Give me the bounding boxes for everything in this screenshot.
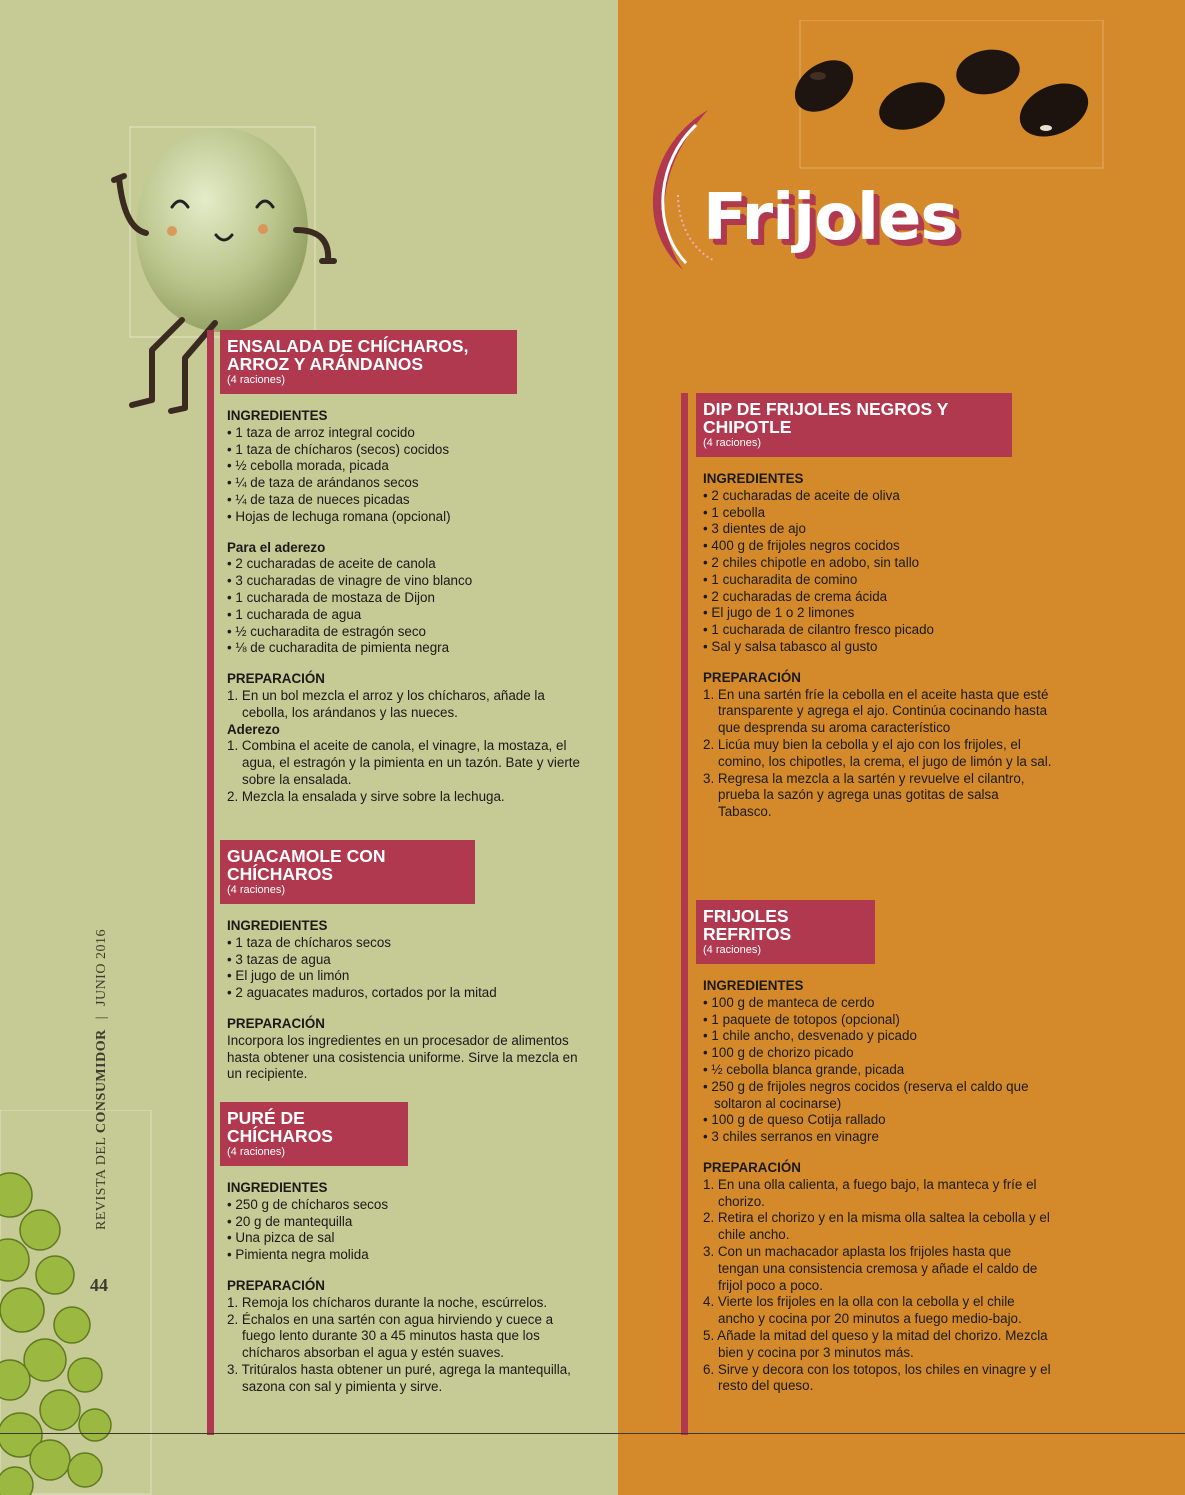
ingredients-list [227, 425, 587, 526]
black-beans-illustration [760, 20, 1105, 170]
list-item: 6. Sirve y decora con los totopos, los chiles en vinagre y el resto del queso. [703, 1361, 1051, 1394]
preparation-heading: PREPARACIÓN [227, 671, 325, 687]
issue-date: JUNIO 2016 [94, 929, 109, 1006]
page-title: Frijoles [703, 181, 958, 255]
list-item: • ¼ de taza de arándanos secos [227, 475, 419, 491]
list-item: 2. Échalos en una sartén con agua hirviendo y cuece a fuego lento durante 30 a 45 minutos hasta que los chícharos absorban el agua y estén suaves. [227, 1311, 554, 1361]
list-item: • 2 cucharadas de crema ácida [703, 588, 888, 604]
list-item: 1. En una sartén fríe la cebolla en el aceite hasta que esté transparente y agrega el ajo. Continúa cocinando hasta que desprenda su aroma característico [703, 686, 1049, 736]
ingredients-heading: INGREDIENTES [227, 408, 328, 423]
recipe-title-box [220, 840, 475, 904]
list-item: • 1 cucharada de agua [227, 606, 362, 622]
recipe-dip [703, 393, 1053, 821]
magazine-brand: CONSUMIDOR [94, 1029, 109, 1134]
page-number: 44 [90, 1275, 108, 1295]
ingredients-heading: INGREDIENTES [227, 918, 328, 933]
preparation-steps [703, 687, 1053, 821]
magazine-name: REVISTA DEL [94, 1137, 109, 1230]
preparation-heading: PREPARACIÓN [227, 1015, 325, 1031]
recipe-servings: (4 raciones) [227, 884, 286, 896]
recipe-title: FRIJOLES REFRITOS [703, 906, 792, 944]
list-item: • 1 taza de arroz integral cocido [227, 424, 415, 440]
list-item: • Sal y salsa tabasco al gusto [703, 638, 878, 654]
ingredients-heading: INGREDIENTES [227, 1180, 328, 1195]
recipe-title-box [696, 393, 1012, 457]
recipe-refritos [703, 900, 1053, 1395]
list-item: • 3 chiles serranos en vinagre [703, 1129, 879, 1145]
dressing-prep-steps [227, 738, 587, 805]
preparation-text: Incorpora los ingredientes en un procesador de alimentos hasta obtener una cosistencia uniforme. Sirve la mezcla en un recipiente. [227, 1032, 578, 1082]
recipe-title: ENSALADA DE CHÍCHAROS, ARROZ Y ARÁNDANOS [227, 336, 469, 374]
green-peas-decoration [0, 1110, 152, 1495]
recipe-title: GUACAMOLE CON CHÍCHAROS [227, 846, 386, 884]
recipe-guacamole [227, 840, 587, 1083]
list-item: • 1 chile ancho, desvenado y picado [703, 1028, 917, 1044]
preparation-steps [227, 688, 587, 722]
preparation-steps [703, 1177, 1053, 1395]
recipe-ensalada [227, 330, 587, 806]
right-column-accent-bar [681, 393, 688, 1435]
list-item: • Pimienta negra molida [227, 1247, 369, 1263]
list-item: 2. Mezcla la ensalada y sirve sobre la lechuga. [227, 788, 505, 804]
ingredients-list [703, 488, 1053, 656]
ingredients-list [703, 995, 1053, 1146]
list-item: • 1 taza de chícharos secos [227, 934, 391, 950]
list-item: • 2 cucharadas de aceite de oliva [703, 487, 900, 503]
list-item: • Hojas de lechuga romana (opcional) [227, 508, 451, 524]
preparation-steps [227, 1295, 587, 1396]
list-item: • 1 taza de chícharos (secos) cocidos [227, 441, 450, 457]
list-item: 1. Remoja los chícharos durante la noche, escúrrelos. [227, 1294, 548, 1310]
list-item: 1. En un bol mezcla el arroz y los chícharos, añade la cebolla, los arándanos y las nueces. [227, 687, 545, 720]
list-item: 3. Tritúralos hasta obtener un puré, agrega la mantequilla, sazona con sal y pimienta y sirve. [227, 1361, 571, 1394]
preparation-heading: PREPARACIÓN [703, 669, 801, 685]
list-item: • 400 g de frijoles negros cocidos [703, 538, 900, 554]
list-item: • El jugo de un limón [227, 968, 350, 984]
recipe-title-box [696, 900, 875, 964]
recipe-servings: (4 raciones) [703, 437, 762, 449]
list-item: 3. Con un machacador aplasta los frijoles hasta que tengan una consistencia cremosa y añade el caldo de frijol poco a poco. [703, 1243, 1038, 1293]
list-item: 4. Vierte los frijoles en la olla con la cebolla y el chile ancho y cocina por 20 minutos a fuego medio-bajo. [703, 1294, 1022, 1327]
list-item: • 3 cucharadas de vinagre de vino blanco [227, 573, 473, 589]
recipe-servings: (4 raciones) [227, 1146, 286, 1158]
recipe-title: PURÉ DE CHÍCHAROS [227, 1108, 333, 1146]
ingredients-list [227, 935, 587, 1002]
list-item: • 250 g de frijoles negros cocidos (reserva el caldo que soltaron al cocinarse) [703, 1078, 1029, 1111]
ingredients-list [227, 1197, 587, 1264]
ingredients-heading: INGREDIENTES [703, 978, 804, 993]
list-item: 1. En una olla calienta, a fuego bajo, la manteca y fríe el chorizo. [703, 1176, 1037, 1209]
bottom-rule [0, 1433, 1185, 1434]
magazine-running-head: REVISTA DEL CONSUMIDOR | JUNIO 2016 [94, 929, 109, 1230]
list-item: • ½ cebolla morada, picada [227, 458, 389, 474]
recipe-title: DIP DE FRIJOLES NEGROS Y CHIPOTLE [703, 399, 949, 437]
recipe-title-box [220, 1102, 408, 1166]
dressing-prep-heading: Aderezo [227, 721, 280, 737]
list-item: 5. Añade la mitad del queso y la mitad del chorizo. Mezcla bien y cocina por 3 minutos más. [703, 1327, 1048, 1360]
left-column-accent-bar [207, 330, 214, 1435]
list-item: • 100 g de chorizo picado [703, 1045, 854, 1061]
list-item: • 250 g de chícharos secos [227, 1196, 389, 1212]
list-item: • ½ cucharadita de estragón seco [227, 623, 426, 639]
list-item: • 1 cebolla [703, 504, 766, 520]
list-item: 1. Combina el aceite de canola, el vinagre, la mostaza, el agua, el estragón y la pimienta en un tazón. Bate y vierte sobre la ensalada. [227, 738, 580, 787]
recipe-title-box [220, 330, 517, 394]
list-item: • 1 cucharadita de comino [703, 571, 858, 587]
list-item: • 2 aguacates maduros, cortados por la mitad [227, 985, 497, 1001]
list-item: • 100 g de queso Cotija rallado [703, 1112, 886, 1128]
list-item: • 1 cucharada de mostaza de Dijon [227, 589, 435, 605]
list-item: • El jugo de 1 o 2 limones [703, 605, 855, 621]
list-item: • 1 cucharada de cilantro fresco picado [703, 622, 934, 638]
list-item: • 20 g de mantequilla [227, 1213, 353, 1229]
list-item: • Una pizca de sal [227, 1230, 335, 1246]
list-item: • ¼ de taza de nueces picadas [227, 491, 410, 507]
list-item: • 2 cucharadas de aceite de canola [227, 556, 436, 572]
list-item: 2. Retira el chorizo y en la misma olla saltea la cebolla y el chile ancho. [703, 1210, 1050, 1243]
list-item: • 1 paquete de totopos (opcional) [703, 1011, 900, 1027]
recipe-pure [227, 1102, 587, 1396]
preparation-heading: PREPARACIÓN [227, 1277, 325, 1293]
dressing-list [227, 556, 587, 657]
recipe-servings: (4 raciones) [227, 374, 286, 386]
list-item: 2. Licúa muy bien la cebolla y el ajo con los frijoles, el comino, los chipotles, la crema, el jugo de limón y la sal. [703, 736, 1052, 769]
list-item: • ½ cebolla blanca grande, picada [703, 1061, 905, 1077]
list-item: • ⅛ de cucharadita de pimienta negra [227, 640, 450, 656]
ingredients-heading: INGREDIENTES [703, 471, 804, 486]
list-item: • 3 tazas de agua [227, 951, 331, 967]
list-item: • 100 g de manteca de cerdo [703, 994, 875, 1010]
list-item: 3. Regresa la mezcla a la sartén y revuelve el cilantro, prueba la sazón y agrega unas gotitas de salsa Tabasco. [703, 770, 1025, 820]
dressing-heading: Para el aderezo [227, 539, 326, 555]
list-item: • 3 dientes de ajo [703, 521, 806, 537]
preparation-heading: PREPARACIÓN [703, 1159, 801, 1175]
list-item: • 2 chiles chipotle en adobo, sin tallo [703, 554, 920, 570]
recipe-servings: (4 raciones) [703, 944, 762, 956]
